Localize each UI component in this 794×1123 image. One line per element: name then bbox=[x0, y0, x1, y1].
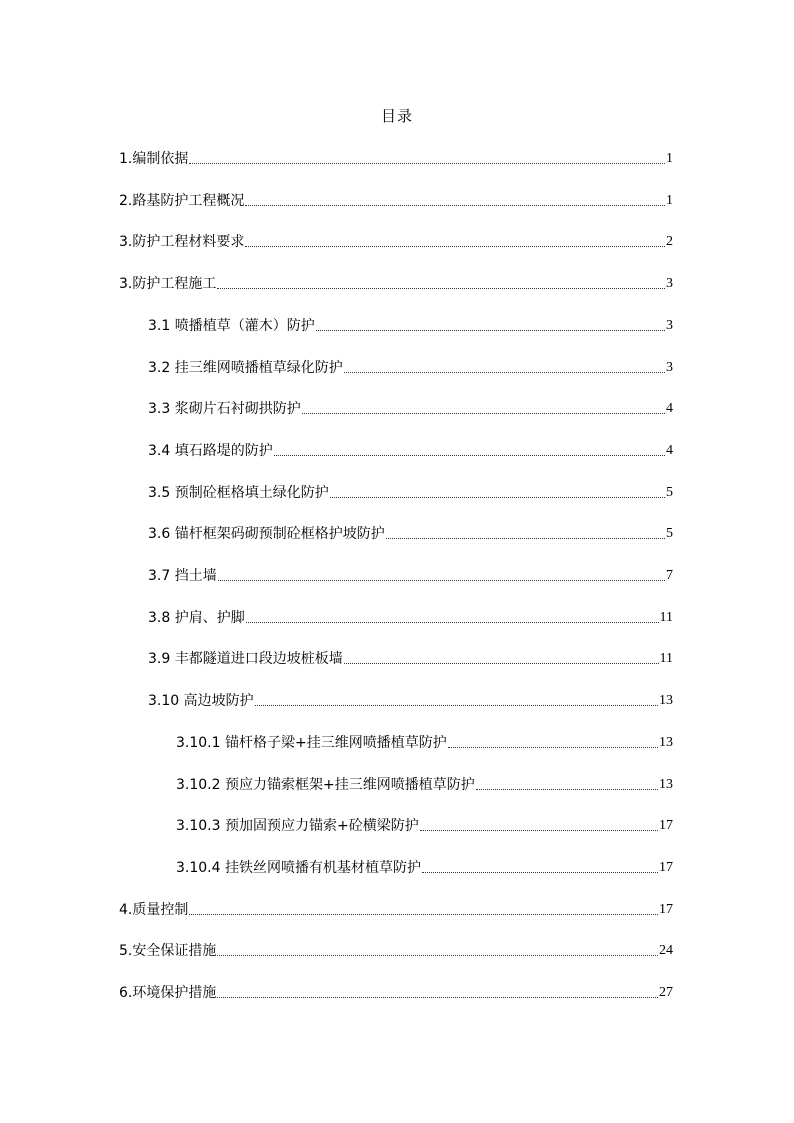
toc-entry-page-number: 13 bbox=[659, 777, 673, 792]
toc-entry[interactable] bbox=[119, 149, 673, 169]
toc-entry-label: 3.8 护肩、护脚 bbox=[148, 610, 245, 626]
toc-entry[interactable] bbox=[148, 399, 673, 419]
toc-entry-page-number: 13 bbox=[659, 693, 673, 708]
toc-entry-label: 3.10.1 锚杆格子梁+挂三维网喷播植草防护 bbox=[176, 735, 447, 751]
toc-entry[interactable] bbox=[176, 816, 673, 836]
toc-dot-leader bbox=[422, 871, 658, 873]
toc-entry-label: 3.10.2 预应力锚索框架+挂三维网喷播植草防护 bbox=[176, 777, 475, 793]
toc-entry-page-number: 4 bbox=[666, 443, 673, 458]
toc-entry-page-number: 17 bbox=[659, 818, 673, 833]
toc-entry-label: 3.3 浆砌片石衬砌拱防护 bbox=[148, 401, 301, 417]
toc-dot-leader bbox=[217, 996, 658, 998]
toc-dot-leader bbox=[476, 788, 658, 790]
toc-entry[interactable] bbox=[119, 191, 673, 211]
toc-dot-leader bbox=[246, 621, 659, 623]
toc-entry[interactable] bbox=[148, 524, 673, 544]
toc-entry-page-number: 3 bbox=[666, 276, 673, 291]
toc-dot-leader bbox=[386, 537, 665, 539]
toc-entry-label: 3.9 丰都隧道进口段边坡桩板墙 bbox=[148, 651, 343, 667]
toc-entry-label: 3.7 挡土墙 bbox=[148, 568, 217, 584]
toc-entry-page-number: 5 bbox=[666, 485, 673, 500]
toc-dot-leader bbox=[420, 829, 658, 831]
toc-entry[interactable] bbox=[176, 733, 673, 753]
toc-entry-label: 1.编制依据 bbox=[119, 151, 189, 167]
toc-entry-label: 3.防护工程材料要求 bbox=[119, 234, 245, 250]
toc-entry-label: 3.4 填石路堤的防护 bbox=[148, 443, 273, 459]
toc-entry-page-number: 17 bbox=[659, 902, 673, 917]
toc-entry[interactable] bbox=[119, 983, 673, 1003]
toc-entry-label: 3.10.4 挂铁丝网喷播有机基材植草防护 bbox=[176, 860, 421, 876]
toc-dot-leader bbox=[217, 287, 665, 289]
toc-entry-page-number: 11 bbox=[659, 651, 673, 666]
toc-entry-label: 3.6 锚杆框架码砌预制砼框格护坡防护 bbox=[148, 526, 385, 542]
toc-dot-leader bbox=[316, 329, 665, 331]
toc-entry-label: 6.环境保护措施 bbox=[119, 985, 217, 1001]
toc-entry-label: 5.安全保证措施 bbox=[119, 943, 217, 959]
toc-entry[interactable] bbox=[176, 775, 673, 795]
toc-entry[interactable] bbox=[119, 232, 673, 252]
toc-title: 目录 bbox=[380, 107, 413, 125]
toc-entry-label: 3.10.3 预加固预应力锚索+砼横梁防护 bbox=[176, 818, 419, 834]
toc-entry[interactable] bbox=[148, 316, 673, 336]
toc-entry-page-number: 4 bbox=[666, 401, 673, 416]
toc-entry[interactable] bbox=[148, 566, 673, 586]
toc-entry-page-number: 17 bbox=[659, 860, 673, 875]
toc-entry[interactable] bbox=[148, 649, 673, 669]
toc-entry-page-number: 27 bbox=[659, 985, 673, 1000]
toc-entry[interactable] bbox=[119, 941, 673, 961]
toc-entry-label: 3.防护工程施工 bbox=[119, 276, 217, 292]
toc-entry-page-number: 2 bbox=[666, 234, 673, 249]
toc-entry-label: 3.2 挂三维网喷播植草绿化防护 bbox=[148, 360, 343, 376]
toc-entry[interactable] bbox=[119, 274, 673, 294]
toc-dot-leader bbox=[448, 746, 658, 748]
toc-dot-leader bbox=[344, 662, 659, 664]
toc-entry-page-number: 3 bbox=[666, 360, 673, 375]
toc-entry-page-number: 1 bbox=[666, 151, 673, 166]
toc-entry-page-number: 5 bbox=[666, 526, 673, 541]
toc-dot-leader bbox=[189, 162, 665, 164]
toc-entry-page-number: 24 bbox=[659, 943, 673, 958]
toc-dot-leader bbox=[255, 704, 658, 706]
toc-entry-page-number: 1 bbox=[666, 193, 673, 208]
toc-entry-label: 3.10 高边坡防护 bbox=[148, 693, 254, 709]
toc-entry[interactable] bbox=[148, 483, 673, 503]
toc-dot-leader bbox=[245, 245, 665, 247]
toc-entry-label: 3.1 喷播植草（灌木）防护 bbox=[148, 318, 315, 334]
toc-dot-leader bbox=[245, 204, 665, 206]
toc-dot-leader bbox=[189, 913, 658, 915]
toc-entry-label: 4.质量控制 bbox=[119, 902, 189, 918]
toc-entry-label: 2.路基防护工程概况 bbox=[119, 193, 245, 209]
toc-dot-leader bbox=[218, 579, 665, 581]
toc-dot-leader bbox=[302, 412, 665, 414]
toc-entry-page-number: 7 bbox=[666, 568, 673, 583]
toc-entry[interactable] bbox=[148, 441, 673, 461]
toc-dot-leader bbox=[330, 496, 665, 498]
toc-entry-page-number: 3 bbox=[666, 318, 673, 333]
toc-entry[interactable] bbox=[176, 858, 673, 878]
toc-entry-page-number: 13 bbox=[659, 735, 673, 750]
toc-dot-leader bbox=[274, 454, 665, 456]
toc-entry[interactable] bbox=[148, 691, 673, 711]
toc-entry[interactable] bbox=[148, 358, 673, 378]
toc-entry-page-number: 11 bbox=[659, 610, 673, 625]
toc-entry[interactable] bbox=[148, 608, 673, 628]
toc-entry-label: 3.5 预制砼框格填土绿化防护 bbox=[148, 485, 329, 501]
toc-dot-leader bbox=[344, 371, 665, 373]
toc-entry[interactable] bbox=[119, 900, 673, 920]
toc-dot-leader bbox=[217, 954, 658, 956]
